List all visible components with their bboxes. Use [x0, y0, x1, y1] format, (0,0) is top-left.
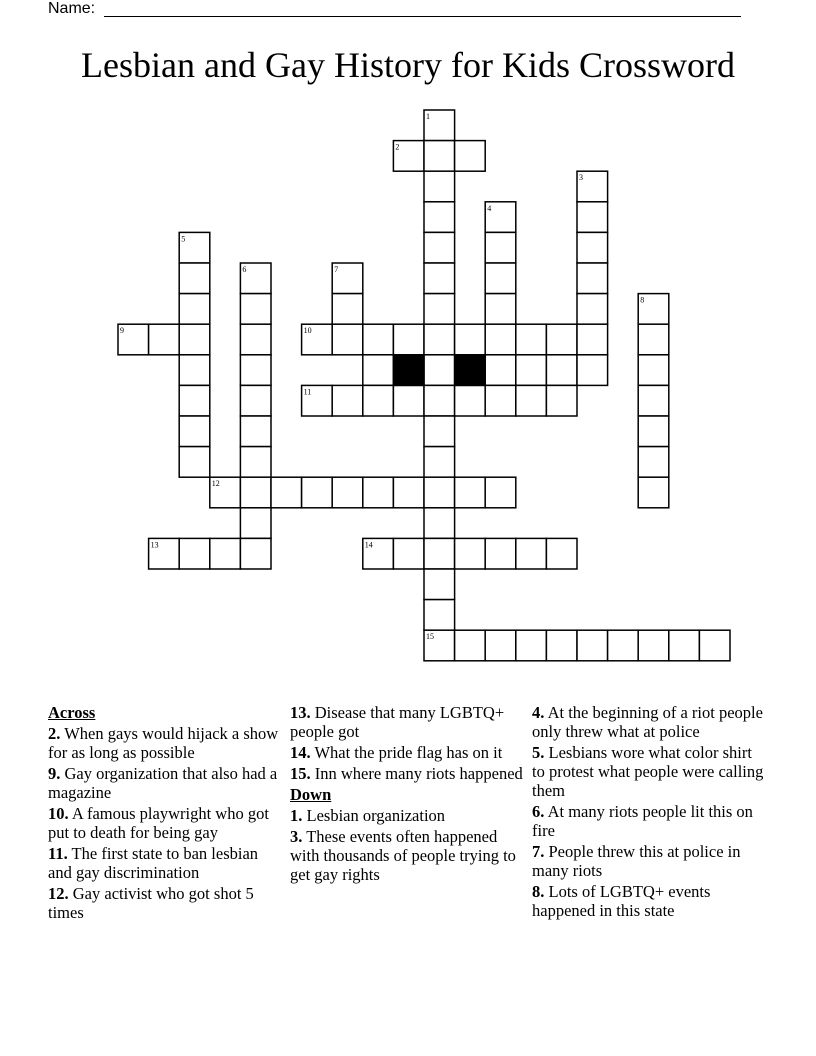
- clue-text: Disease that many LGBTQ+ people got: [290, 703, 505, 741]
- crossword-cell[interactable]: [332, 294, 363, 325]
- clue-number: 15.: [290, 764, 311, 783]
- cell-number: 15: [426, 632, 434, 642]
- cell-number: 7: [334, 265, 339, 274]
- crossword-cell[interactable]: [332, 477, 363, 508]
- crossword-cell[interactable]: [302, 477, 333, 508]
- name-label: Name:: [48, 0, 96, 17]
- crossword-cell[interactable]: [638, 385, 669, 416]
- clue-number: 12.: [48, 884, 69, 903]
- crossword-cell[interactable]: [393, 538, 424, 569]
- clue-number: 5.: [532, 743, 545, 762]
- crossword-cell[interactable]: [485, 324, 516, 355]
- crossword-cell[interactable]: [577, 263, 608, 294]
- page-title: Lesbian and Gay History for Kids Crossword: [81, 45, 735, 85]
- clue-text: Gay activist who got shot 5 times: [48, 884, 254, 922]
- across-clue: [48, 844, 284, 882]
- crossword-cell[interactable]: [363, 355, 394, 386]
- clue-text: When gays would hijack a show for as long as possible: [48, 724, 279, 762]
- crossword-cell[interactable]: [455, 385, 486, 416]
- crossword-cell[interactable]: [485, 477, 516, 508]
- crossword-cell[interactable]: [485, 538, 516, 569]
- clue-text: People threw this at police in many riots: [532, 842, 741, 880]
- crossword-cell[interactable]: [516, 355, 547, 386]
- clue-text: Lesbian organization: [306, 806, 446, 825]
- across-clue: [48, 884, 284, 922]
- crossword-cell[interactable]: [638, 416, 669, 447]
- across-clue: [290, 764, 526, 783]
- clue-number: 9.: [48, 764, 61, 783]
- crossword-cell[interactable]: [363, 324, 394, 355]
- cell-number: 9: [120, 326, 124, 336]
- crossword-cell[interactable]: [424, 263, 455, 294]
- crossword-cell[interactable]: [424, 569, 455, 600]
- crossword-cell[interactable]: [424, 508, 455, 539]
- down-clue: [532, 743, 768, 800]
- crossword-cell[interactable]: [546, 630, 577, 661]
- clue-number: 11.: [48, 844, 68, 863]
- across-clue: [48, 764, 284, 802]
- crossword-cell[interactable]: [485, 294, 516, 325]
- crossword-cell[interactable]: [179, 324, 210, 355]
- crossword-cell[interactable]: [424, 416, 455, 447]
- crossword-cell[interactable]: [546, 355, 577, 386]
- crossword-cell[interactable]: [179, 263, 210, 294]
- crossword-cell[interactable]: [516, 538, 547, 569]
- crossword-cell[interactable]: [516, 324, 547, 355]
- crossword-cell[interactable]: [393, 324, 424, 355]
- crossword-cell[interactable]: [638, 630, 669, 661]
- clue-number: 8.: [532, 882, 545, 901]
- crossword-cell[interactable]: [577, 630, 608, 661]
- across-clue: [290, 703, 526, 741]
- crossword-cell[interactable]: [424, 355, 455, 386]
- clue-number: 4.: [532, 703, 545, 722]
- across-clue: [48, 724, 284, 762]
- cell-number: 11: [303, 387, 312, 397]
- clue-text: What the pride flag has on it: [314, 743, 503, 762]
- crossword-cell[interactable]: [179, 447, 210, 478]
- crossword-cell[interactable]: [424, 294, 455, 325]
- blocked-cell: [393, 355, 424, 386]
- crossword-cell[interactable]: [699, 630, 730, 661]
- clue-text: At the beginning of a riot people only threw what at police: [532, 703, 763, 741]
- crossword-cell[interactable]: [424, 171, 455, 202]
- cell-number: 13: [150, 540, 159, 550]
- clue-text: These events often happened with thousands of people trying to get gay rights: [290, 827, 516, 884]
- crossword-cell[interactable]: [455, 324, 486, 355]
- crossword-cell[interactable]: [271, 477, 302, 508]
- crossword-cell[interactable]: [455, 538, 486, 569]
- cell-number: 2: [395, 142, 400, 152]
- clues-column-3: [532, 703, 768, 922]
- cell-number: 3: [579, 173, 583, 183]
- across-clue: [290, 743, 526, 762]
- crossword-cell[interactable]: [179, 294, 210, 325]
- crossword-cell[interactable]: [179, 538, 210, 569]
- crossword-cell[interactable]: [485, 385, 516, 416]
- crossword-cell[interactable]: [240, 447, 271, 478]
- cell-number: 10: [303, 326, 312, 336]
- crossword-cell[interactable]: [424, 202, 455, 233]
- crossword-cell[interactable]: [363, 385, 394, 416]
- clue-text: Inn where many riots happened: [314, 764, 523, 783]
- down-heading: Down: [290, 785, 332, 804]
- down-clue: [532, 703, 768, 741]
- crossword-cell[interactable]: [516, 385, 547, 416]
- crossword-cell[interactable]: [240, 477, 271, 508]
- crossword-cell[interactable]: [179, 416, 210, 447]
- crossword-cell[interactable]: [424, 232, 455, 263]
- crossword-cell[interactable]: [455, 477, 486, 508]
- crossword-cell[interactable]: [455, 141, 486, 172]
- clue-number: 13.: [290, 703, 311, 722]
- crossword-cell[interactable]: [393, 477, 424, 508]
- crossword-cell[interactable]: [638, 447, 669, 478]
- clue-number: 2.: [48, 724, 61, 743]
- clue-number: 3.: [290, 827, 303, 846]
- clue-number: 1.: [290, 806, 303, 825]
- crossword-cell[interactable]: [179, 385, 210, 416]
- crossword-cell[interactable]: [424, 385, 455, 416]
- clue-number: 10.: [48, 804, 69, 823]
- clue-text: The first state to ban lesbian and gay discrimination: [48, 844, 259, 882]
- crossword-cell[interactable]: [516, 630, 547, 661]
- crossword-cell[interactable]: [240, 538, 271, 569]
- crossword-cell[interactable]: [577, 232, 608, 263]
- blocked-cell: [455, 355, 486, 386]
- crossword-cell[interactable]: [240, 416, 271, 447]
- crossword-cell[interactable]: [608, 630, 639, 661]
- crossword-cell[interactable]: [240, 324, 271, 355]
- crossword-cell[interactable]: [424, 324, 455, 355]
- crossword-cell[interactable]: [638, 477, 669, 508]
- crossword-cell[interactable]: [546, 324, 577, 355]
- crossword-cell[interactable]: [179, 355, 210, 386]
- crossword-cell[interactable]: [485, 263, 516, 294]
- cell-number: 6: [242, 265, 247, 274]
- crossword-cell[interactable]: [240, 385, 271, 416]
- crossword-cell[interactable]: [546, 538, 577, 569]
- crossword-cell[interactable]: [424, 477, 455, 508]
- crossword-cell[interactable]: [240, 508, 271, 539]
- crossword-cell[interactable]: [424, 600, 455, 631]
- clues-column-1: [48, 703, 284, 924]
- clues-column-2: [290, 703, 526, 886]
- cell-number: 8: [640, 295, 645, 305]
- across-clue: [48, 804, 284, 842]
- crossword-cell[interactable]: [149, 324, 180, 355]
- clue-text: Lots of LGBTQ+ events happened in this state: [532, 882, 711, 920]
- down-clue: [290, 806, 526, 825]
- crossword-cell[interactable]: [424, 141, 455, 172]
- crossword-cell[interactable]: [485, 355, 516, 386]
- crossword-cell[interactable]: [424, 447, 455, 478]
- down-clue: [532, 802, 768, 840]
- crossword-cell[interactable]: [638, 355, 669, 386]
- crossword-cell[interactable]: [332, 324, 363, 355]
- crossword-cell[interactable]: [669, 630, 700, 661]
- clue-number: 6.: [532, 802, 545, 821]
- crossword-cell[interactable]: [577, 294, 608, 325]
- down-clue: [532, 882, 768, 920]
- clue-text: A famous playwright who got put to death for being gay: [48, 804, 269, 842]
- clue-text: Lesbians wore what color shirt to protest what people were calling them: [532, 743, 764, 800]
- crossword-cell[interactable]: [363, 477, 394, 508]
- crossword-cell[interactable]: [485, 630, 516, 661]
- across-heading: Across: [48, 703, 96, 722]
- cell-number: 1: [426, 112, 430, 121]
- crossword-cell[interactable]: [424, 538, 455, 569]
- crossword-cell[interactable]: [577, 324, 608, 355]
- cell-number: 12: [211, 479, 220, 489]
- crossword-cell[interactable]: [240, 355, 271, 386]
- clue-text: At many riots people lit this on fire: [532, 802, 753, 840]
- crossword-cell[interactable]: [393, 385, 424, 416]
- crossword-cell[interactable]: [577, 202, 608, 233]
- down-clue: [290, 827, 526, 884]
- crossword-cell[interactable]: [485, 232, 516, 263]
- clue-text: Gay organization that also had a magazine: [48, 764, 278, 802]
- crossword-cell[interactable]: [455, 630, 486, 661]
- crossword-cell[interactable]: [210, 538, 241, 569]
- clue-number: 14.: [290, 743, 311, 762]
- crossword-cell[interactable]: [332, 385, 363, 416]
- crossword-cell[interactable]: [546, 385, 577, 416]
- crossword-cell[interactable]: [638, 324, 669, 355]
- cell-number: 14: [364, 540, 373, 550]
- cell-number: 5: [181, 234, 186, 244]
- cell-number: 4: [487, 203, 492, 213]
- crossword-cell[interactable]: [240, 294, 271, 325]
- clue-number: 7.: [532, 842, 545, 861]
- crossword-cell[interactable]: [577, 355, 608, 386]
- down-clue: [532, 842, 768, 880]
